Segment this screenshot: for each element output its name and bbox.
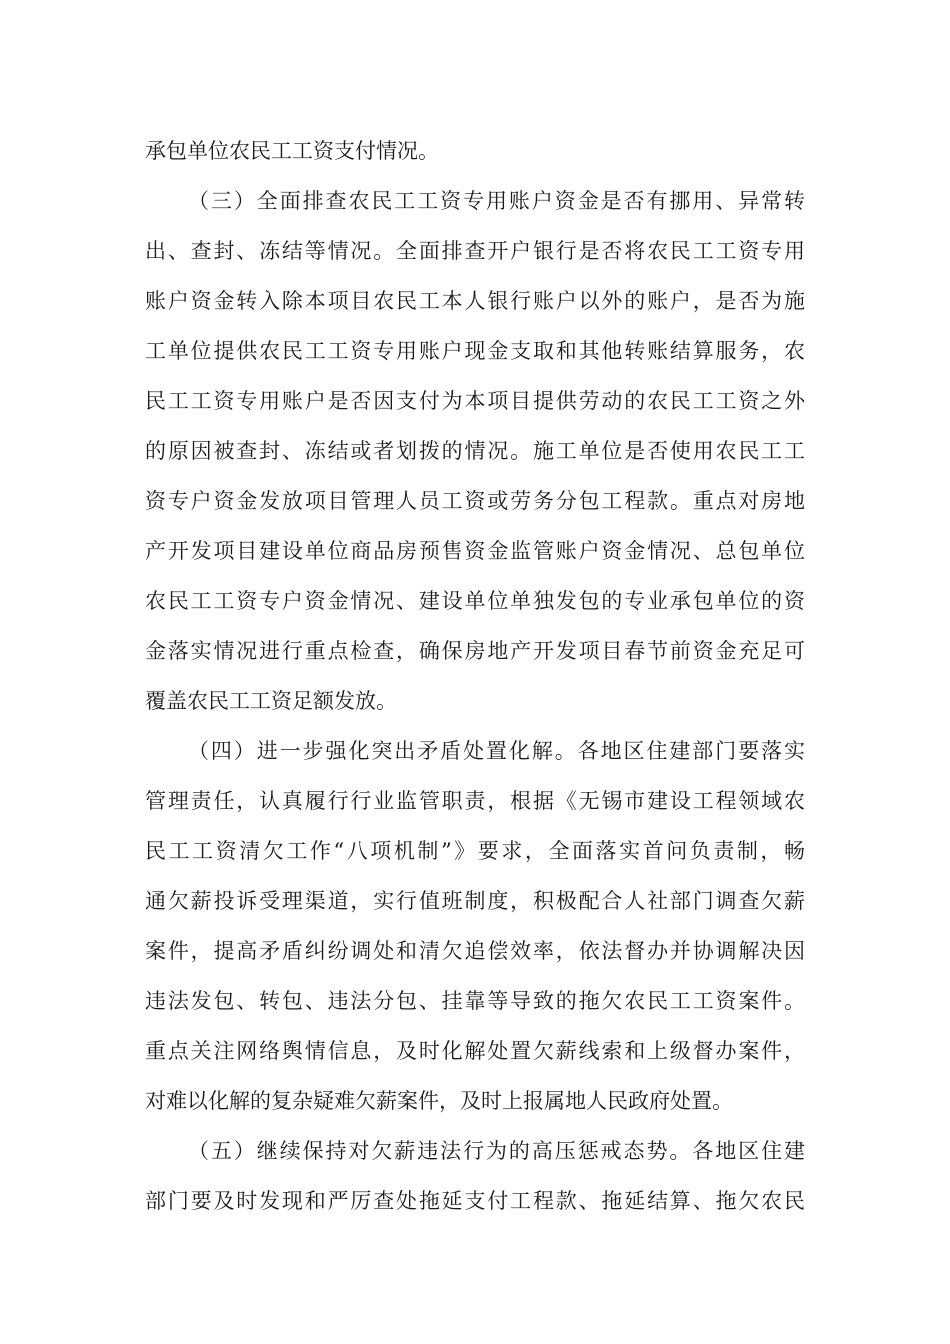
text-line: 账户资金转入除本项目农民工本人银行账户以外的账户，是否为施 [145, 289, 805, 313]
section-heading-line: （五）继续保持对欠薪违法行为的高压惩戒态势。各地区住建 [188, 1139, 805, 1163]
text-line: 对难以化解的复杂疑难欠薪案件，及时上报属地人民政府处置。 [145, 1089, 733, 1113]
text-line: 工单位提供农民工工资专用账户现金支取和其他转账结算服务，农 [145, 339, 805, 363]
section-heading-line: （三）全面排查农民工工资专用账户资金是否有挪用、异常转 [188, 189, 805, 213]
text-line: 承包单位农民工工资支付情况。 [145, 139, 439, 163]
text-line: 的原因被查封、冻结或者划拨的情况。施工单位是否使用农民工工 [145, 439, 805, 463]
text-line: 出、查封、冻结等情况。全面排查开户银行是否将农民工工资专用 [145, 239, 805, 263]
text-line: 民工工资专用账户是否因支付为本项目提供劳动的农民工工资之外 [145, 389, 805, 413]
text-line: 案件，提高矛盾纠纷调处和清欠追偿效率，依法督办并协调解决因 [145, 939, 805, 963]
text-line: 金落实情况进行重点检查，确保房地产开发项目春节前资金充足可 [145, 639, 805, 663]
text-line: 民工工资清欠工作“八项机制”》要求，全面落实首问负责制，畅 [145, 839, 805, 863]
text-line: 资专户资金发放项目管理人员工资或劳务分包工程款。重点对房地 [145, 489, 805, 513]
text-line: 重点关注网络舆情信息，及时化解处置欠薪线索和上级督办案件， [145, 1039, 805, 1063]
text-line: 通欠薪投诉受理渠道，实行值班制度，积极配合人社部门调查欠薪 [145, 889, 805, 913]
section-heading-line: （四）进一步强化突出矛盾处置化解。各地区住建部门要落实 [188, 739, 805, 763]
text-line: 管理责任，认真履行行业监管职责，根据《无锡市建设工程领域农 [145, 789, 805, 813]
text-line: 覆盖农民工工资足额发放。 [145, 689, 397, 713]
text-line: 违法发包、转包、违法分包、挂靠等导致的拖欠农民工工资案件。 [145, 989, 805, 1013]
text-line: 产开发项目建设单位商品房预售资金监管账户资金情况、总包单位 [145, 539, 805, 563]
text-line: 部门要及时发现和严厉查处拖延支付工程款、拖延结算、拖欠农民 [145, 1189, 805, 1213]
text-line: 农民工工资专户资金情况、建设单位单独发包的专业承包单位的资 [145, 589, 805, 613]
